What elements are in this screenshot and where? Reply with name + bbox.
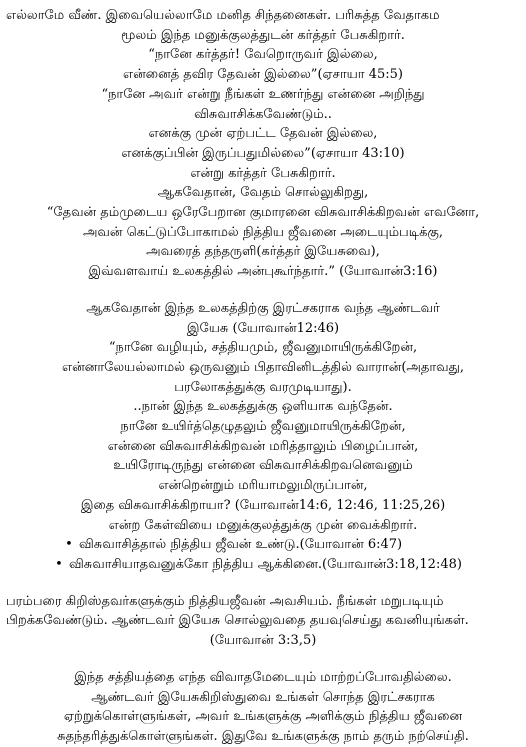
text-line: என்னைத் தவிர தேவன் இல்லை”(ஏசாயா 45:5) xyxy=(123,67,403,83)
bullet-icon: • xyxy=(55,556,63,572)
text-line: பிறக்கவேண்டும். ஆண்டவர் இயேசு சொல்லுவதை தயவுசெய்து கவனியுங்கள். xyxy=(6,613,469,629)
text-line: ஏற்றுக்கொள்ளுங்கள், அவர் உங்களுக்கு அளிக்கும் நித்திய ஜீவனை xyxy=(63,709,463,725)
section-1 xyxy=(6,6,520,282)
bullet-icon: • xyxy=(65,537,73,553)
text-line: ஆகவேதான் இந்த உலகத்திற்கு இரட்சகராக வந்த ஆண்டவர் xyxy=(86,300,440,316)
section-4 xyxy=(6,668,520,747)
text-line: ஆண்டவர் இயேசுகிறிஸ்துவை உங்கள் சொந்த இரட்சகராக xyxy=(91,689,435,705)
text-line: விசுவாசிக்கவேண்டும்.. xyxy=(194,106,332,122)
text-line: ஆகவேதான், வேதம் சொல்லுகிறது, xyxy=(157,185,369,201)
text-line: அவரைத் தந்தருளி(கர்த்தர் இயேசுவை), xyxy=(146,244,380,260)
text-line: “நானே வழியும், சத்தியமும், ஜீவனுமாயிருக்கிறேன், xyxy=(108,340,418,356)
section-2 xyxy=(6,299,520,535)
text-line: “நானே கர்த்தர்! வேறொருவர் இல்லை, xyxy=(148,47,378,63)
text-line: “தேவன் தம்முடைய ஒரேபேறான குமாரனை விசுவாசிக்கிறவன் எவனோ, xyxy=(46,205,480,221)
text-line: என்னை விசுவாசிக்கிறவன் மரித்தாலும் பிழைப்பான், xyxy=(107,438,419,454)
text-line: இவ்வளவாய் உலகத்தில் அன்புகூர்ந்தார்.” (யோவான்3:16) xyxy=(88,264,438,280)
list-item-text: விசுவாசித்தால் நித்திய ஜீவன் உண்டு.(யோவான் 6:47) xyxy=(79,537,403,553)
text-line: எனக்கு முன் ஏற்பட்ட தேவன் இல்லை, xyxy=(148,126,378,142)
text-line: என்னாலேயல்லாமல் ஒருவனும் பிதாவினிடத்தில் வாரான்(அதாவது, xyxy=(62,359,464,375)
text-line: பரம்பரை கிறிஸ்தவர்களுக்கும் நித்தியஜீவன் அவசியம். நீங்கள் மறுபடியும் xyxy=(6,593,444,609)
section-3 xyxy=(6,592,520,651)
text-line: இந்த சத்தியத்தை எந்த விவாதமேடையும் மாற்றப்போவதில்லை. xyxy=(74,669,452,685)
text-line: எனக்குப்பின் இருப்பதுமில்லை”(ஏசாயா 43:10) xyxy=(121,145,405,161)
list-item-text: விசுவாசியாதவனுக்கோ நித்திய ஆக்கினை.(யோவான்3:18,12:48) xyxy=(69,556,462,572)
list-item xyxy=(6,535,520,555)
text-line: மூலம் இந்த மனுக்குலத்துடன் கர்த்தர் பேசுகிறார். xyxy=(121,27,405,43)
text-line: (யோவான் 3:3,5) xyxy=(209,633,317,649)
text-line: என்றென்றும் மரியாமலுமிருப்பான், xyxy=(158,478,368,494)
list-item xyxy=(6,555,520,575)
paragraph-gap xyxy=(6,282,520,299)
text-line: நானே உயிர்த்தெழுதலும் ஜீவனுமாயிருக்கிறேன், xyxy=(120,419,406,435)
text-line: இயேசு (யோவான்12:46) xyxy=(186,320,340,336)
text-line: ..நான் இந்த உலகத்துக்கு ஒளியாக வந்தேன். xyxy=(133,399,393,415)
bullet-list xyxy=(6,535,520,574)
text-line: என்ற கேள்வியை மனுக்குலத்துக்கு முன் வைக்கிறார். xyxy=(108,517,418,533)
text-line: பரலோகத்துக்கு வரமுடியாது). xyxy=(174,379,352,395)
text-line: அவன் கெட்டுப்போகாமல் நித்திய ஜீவனை அடையும்படிக்கு, xyxy=(82,224,444,240)
text-line: “நானே அவர் என்று நீங்கள் உணர்ந்து என்னை அறிந்து xyxy=(101,86,425,102)
text-line: என்று கர்த்தர் பேசுகிறார். xyxy=(190,165,336,181)
paragraph-gap xyxy=(6,575,520,592)
text-line: இதை விசுவாசிக்கிறாயா? (யோவான்14:6, 12:46, 11:25,26) xyxy=(80,497,446,513)
text-line: சுதந்தரித்துக்கொள்ளுங்கள். இதுவே உங்களுக்கு நாம் தரும் நற்செய்தி. xyxy=(57,728,469,744)
text-line: எல்லாமே வீண். இவையெல்லாமே மனித சிந்தனைகள். பரிசுத்த வேதாகம xyxy=(6,8,440,23)
text-line: உயிரோடிருந்து என்னை விசுவாசிக்கிறவனெவனும் xyxy=(113,458,413,474)
paragraph-gap xyxy=(6,651,520,668)
